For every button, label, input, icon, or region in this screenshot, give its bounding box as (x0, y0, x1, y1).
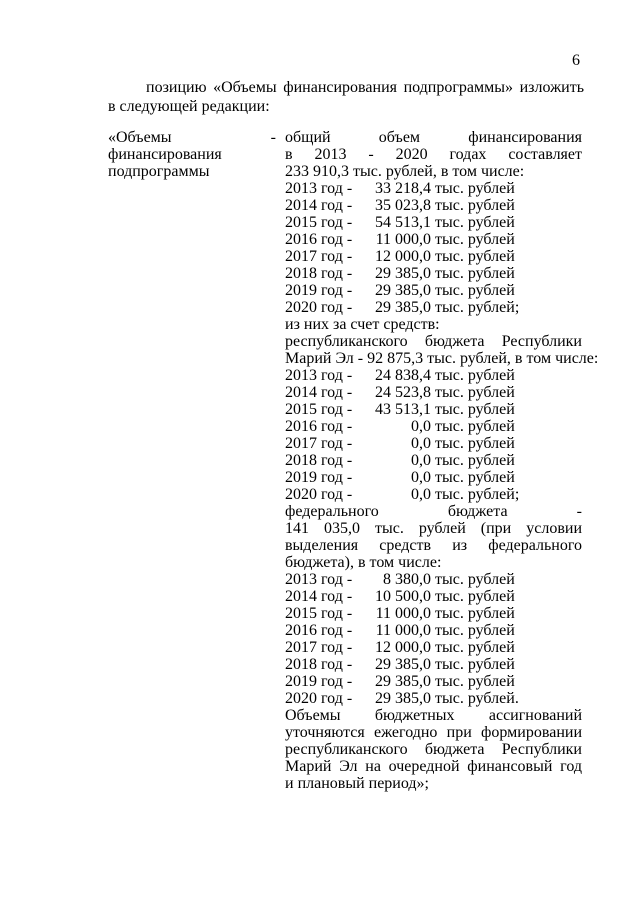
unit-label: тыс. рублей; (435, 486, 520, 503)
amount-value: 11 000,0 (375, 622, 431, 639)
intro-line-2: в следующей редакции: (108, 98, 270, 115)
label-dash: - (270, 129, 276, 146)
amount-value: 43 513,1 (375, 401, 431, 418)
year-label: 2014 год - (285, 384, 353, 401)
closing-line-1: Объемы бюджетных ассигнований (285, 707, 582, 724)
unit-label: тыс. рублей (435, 673, 515, 690)
year-row (285, 690, 582, 707)
amount-value: 10 500,0 (375, 588, 431, 605)
amount-value: 54 513,1 (375, 214, 431, 231)
year-label: 2019 год - (285, 469, 353, 486)
year-label: 2017 год - (285, 639, 353, 656)
total-line-1: общий объем финансирования (285, 129, 582, 146)
year-row (285, 452, 582, 469)
unit-label: тыс. рублей (435, 605, 515, 622)
unit-label: тыс. рублей (435, 469, 515, 486)
year-label: 2019 год - (285, 282, 353, 299)
label-line-1: «Объемы (108, 129, 172, 146)
unit-label: тыс. рублей (435, 248, 515, 265)
year-label: 2015 год - (285, 401, 353, 418)
value-column (285, 129, 599, 792)
label-line-3: подпрограммы (108, 163, 210, 180)
year-label: 2020 год - (285, 486, 353, 503)
year-row (285, 605, 582, 622)
intro-line-1: позицию «Объемы финансирования подпрограммы» изложить (146, 79, 584, 96)
unit-label: тыс. рублей (435, 622, 515, 639)
republic-year-list (285, 367, 582, 503)
unit-label: тыс. рублей (435, 656, 515, 673)
amount-value: 24 838,4 (375, 367, 431, 384)
federal-line-4: бюджета), в том числе: (285, 554, 442, 571)
amount-value: 33 218,4 (375, 180, 431, 197)
federal-line-1: федерального бюджета - (285, 503, 582, 520)
year-label: 2014 год - (285, 588, 353, 605)
year-row (285, 435, 582, 452)
unit-label: тыс. рублей. (435, 690, 519, 707)
page-number: 6 (572, 52, 580, 69)
year-row (285, 639, 582, 656)
year-label: 2018 год - (285, 265, 353, 282)
year-row (285, 401, 582, 418)
year-label: 2017 год - (285, 248, 353, 265)
intro-paragraph (108, 78, 584, 116)
label-column (108, 129, 276, 180)
year-label: 2019 год - (285, 673, 353, 690)
amount-value: 11 000,0 (375, 231, 431, 248)
unit-label: тыс. рублей (435, 401, 515, 418)
unit-label: тыс. рублей (435, 197, 515, 214)
unit-label: тыс. рублей (435, 265, 515, 282)
year-row (285, 571, 582, 588)
total-line-2: в 2013 - 2020 годах составляет (285, 146, 582, 163)
year-label: 2016 год - (285, 231, 353, 248)
amount-value: 29 385,0 (375, 265, 431, 282)
unit-label: тыс. рублей (435, 639, 515, 656)
year-row (285, 299, 582, 316)
year-row (285, 486, 582, 503)
amount-value: 0,0 (411, 435, 431, 452)
closing-line-5: и плановый период»; (285, 775, 429, 792)
unit-label: тыс. рублей; (435, 299, 520, 316)
year-label: 2018 год - (285, 656, 353, 673)
republic-line-1: республиканского бюджета Республики (285, 333, 582, 350)
unit-label: тыс. рублей (435, 435, 515, 452)
federal-line-3: выделения средств из федерального (285, 537, 582, 554)
closing-line-4: Марий Эл на очередной финансовый год (285, 758, 582, 775)
unit-label: тыс. рублей (435, 282, 515, 299)
year-label: 2018 год - (285, 452, 353, 469)
unit-label: тыс. рублей (435, 367, 515, 384)
year-label: 2013 год - (285, 571, 353, 588)
amount-value: 12 000,0 (375, 639, 431, 656)
republic-line-2: Марий Эл - 92 875,3 тыс. рублей, в том числе: (285, 350, 599, 367)
year-row (285, 282, 582, 299)
year-label: 2013 год - (285, 367, 353, 384)
year-row (285, 469, 582, 486)
amount-value: 29 385,0 (375, 690, 431, 707)
amount-value: 12 000,0 (375, 248, 431, 265)
federal-year-list (285, 571, 582, 707)
year-row (285, 231, 582, 248)
unit-label: тыс. рублей (435, 571, 515, 588)
year-row (285, 197, 582, 214)
unit-label: тыс. рублей (435, 452, 515, 469)
year-row (285, 673, 582, 690)
amount-value: 29 385,0 (375, 673, 431, 690)
year-row (285, 656, 582, 673)
year-row (285, 588, 582, 605)
closing-line-3: республиканского бюджета Республики (285, 741, 582, 758)
year-label: 2015 год - (285, 214, 353, 231)
amount-value: 24 523,8 (375, 384, 431, 401)
amount-value: 29 385,0 (375, 656, 431, 673)
year-label: 2013 год - (285, 180, 353, 197)
year-row (285, 180, 582, 197)
year-row (285, 248, 582, 265)
from-them-line: из них за счет средств: (285, 316, 440, 333)
total-year-list (285, 180, 582, 316)
label-line-2: финансирования (108, 146, 222, 163)
amount-value: 29 385,0 (375, 299, 431, 316)
total-line-3: 233 910,3 тыс. рублей, в том числе: (285, 163, 525, 180)
year-row (285, 418, 582, 435)
amount-value: 11 000,0 (375, 605, 431, 622)
year-label: 2016 год - (285, 622, 353, 639)
year-label: 2016 год - (285, 418, 353, 435)
amount-value: 0,0 (411, 452, 431, 469)
year-row (285, 265, 582, 282)
amount-value: 0,0 (411, 469, 431, 486)
unit-label: тыс. рублей (435, 180, 515, 197)
closing-line-2: уточняются ежегодно при формировании (285, 724, 582, 741)
unit-label: тыс. рублей (435, 231, 515, 248)
amount-value: 0,0 (411, 486, 431, 503)
unit-label: тыс. рублей (435, 384, 515, 401)
year-label: 2020 год - (285, 690, 353, 707)
year-row (285, 384, 582, 401)
unit-label: тыс. рублей (435, 588, 515, 605)
year-label: 2015 год - (285, 605, 353, 622)
label-row-1 (108, 129, 276, 146)
year-row (285, 214, 582, 231)
amount-value: 35 023,8 (375, 197, 431, 214)
year-label: 2017 год - (285, 435, 353, 452)
unit-label: тыс. рублей (435, 418, 515, 435)
year-row (285, 367, 582, 384)
federal-line-2: 141 035,0 тыс. рублей (при условии (285, 520, 582, 537)
amount-value: 8 380,0 (383, 571, 431, 588)
amount-value: 0,0 (411, 418, 431, 435)
year-label: 2014 год - (285, 197, 353, 214)
amount-value: 29 385,0 (375, 282, 431, 299)
year-row (285, 622, 582, 639)
unit-label: тыс. рублей (435, 214, 515, 231)
year-label: 2020 год - (285, 299, 353, 316)
